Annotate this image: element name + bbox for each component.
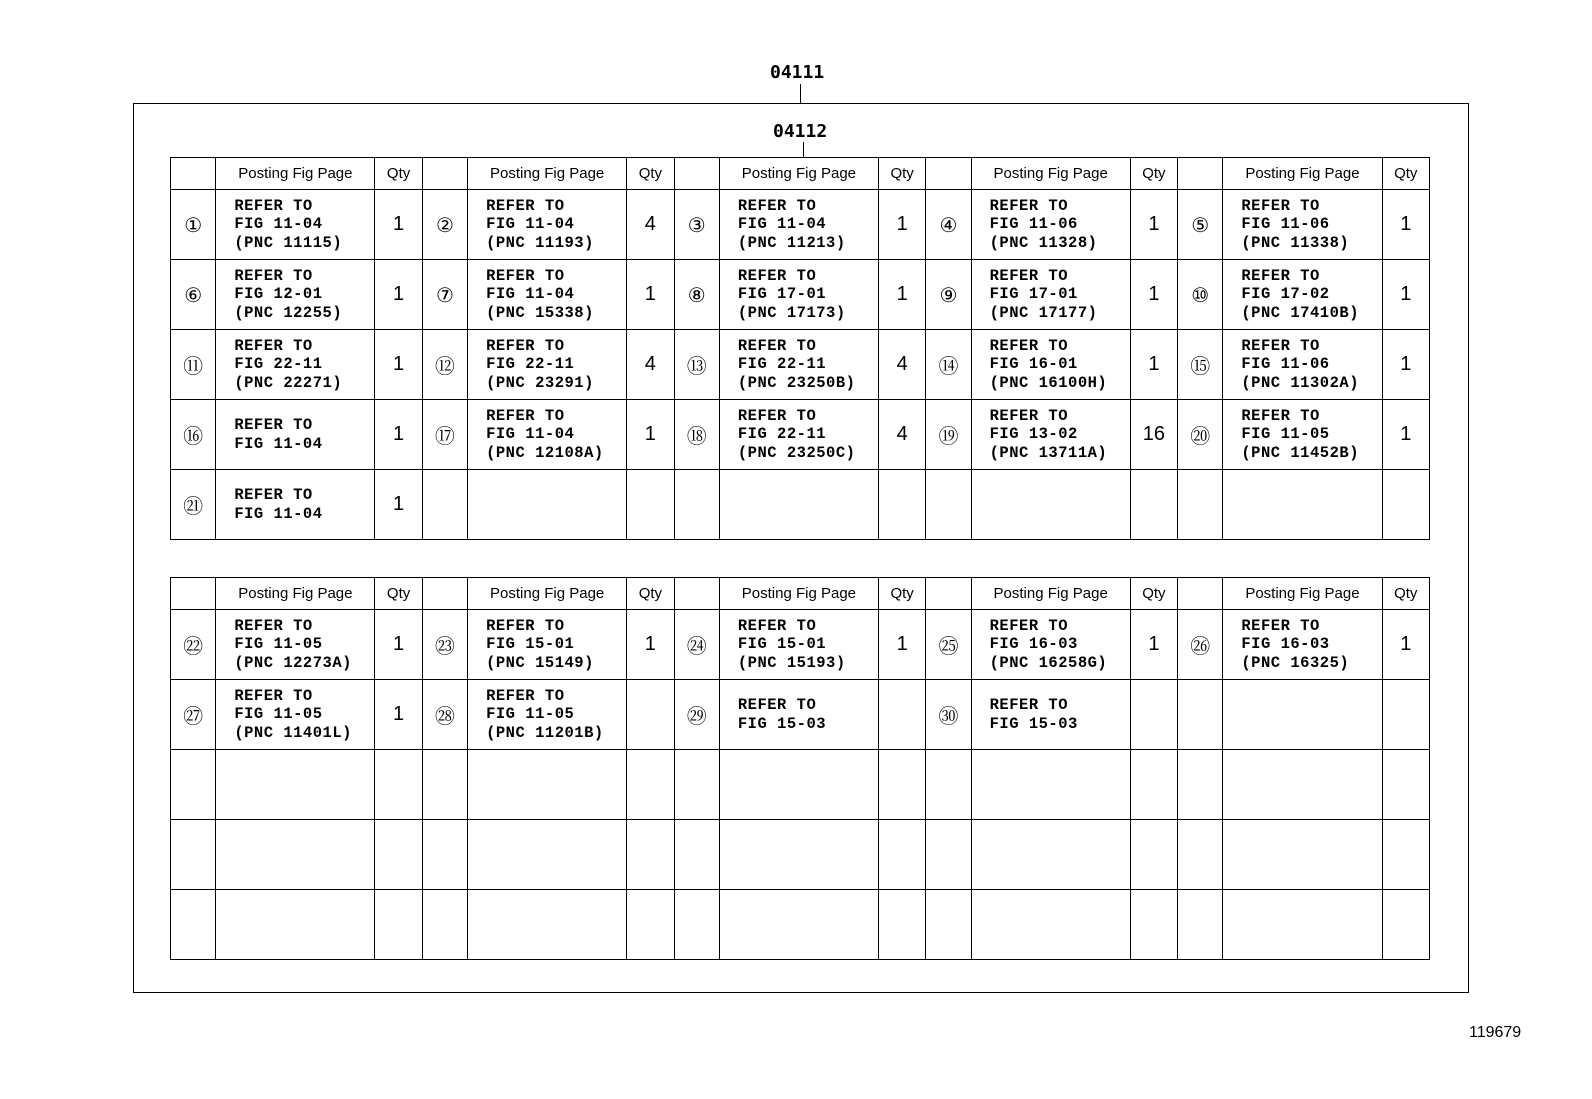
description-line: (PNC 11401L) xyxy=(234,723,352,742)
item-description xyxy=(971,680,1130,750)
description-line: FIG 16-03 xyxy=(1241,635,1330,654)
description-line: REFER TO xyxy=(989,406,1069,425)
item-number: ⑰ xyxy=(422,400,467,470)
table-row xyxy=(171,470,1430,540)
description-line: REFER TO xyxy=(989,616,1069,635)
item-number xyxy=(926,890,971,960)
description-line: REFER TO xyxy=(234,336,313,355)
item-qty xyxy=(878,890,925,960)
description-line: (PNC 11302A) xyxy=(1241,373,1359,392)
table-row xyxy=(171,890,1430,960)
header-qty: Qty xyxy=(1382,578,1430,610)
description-line: REFER TO xyxy=(989,696,1069,714)
item-qty: 1 xyxy=(1382,260,1430,330)
description-line: REFER TO xyxy=(737,336,817,355)
item-number: ㉗ xyxy=(171,680,216,750)
item-number xyxy=(1178,890,1223,960)
description-line: REFER TO xyxy=(234,486,313,504)
item-number xyxy=(422,820,467,890)
item-description xyxy=(216,750,375,820)
subassembly-label: 04112 xyxy=(773,121,828,142)
description-line: (PNC 11213) xyxy=(737,233,846,252)
description-line: FIG 11-04 xyxy=(486,215,575,234)
table-row xyxy=(171,680,1430,750)
item-qty xyxy=(1130,820,1177,890)
item-number xyxy=(926,820,971,890)
item-description xyxy=(1223,750,1382,820)
item-description xyxy=(216,890,375,960)
item-qty xyxy=(627,890,674,960)
description-line: REFER TO xyxy=(737,406,817,425)
header-posting-fig-page: Posting Fig Page xyxy=(719,578,878,610)
item-description xyxy=(216,470,375,540)
header-number-cell xyxy=(171,158,216,190)
item-description xyxy=(971,890,1130,960)
header-number-cell xyxy=(1178,158,1223,190)
item-qty xyxy=(1382,820,1430,890)
item-description xyxy=(1223,330,1382,400)
item-qty: 1 xyxy=(627,260,674,330)
item-description xyxy=(468,400,627,470)
header-qty: Qty xyxy=(1130,158,1177,190)
description-line: REFER TO xyxy=(486,686,565,705)
item-number: ⑩ xyxy=(1178,260,1223,330)
item-description xyxy=(719,400,878,470)
description-line: (PNC 11201B) xyxy=(486,723,604,742)
item-description xyxy=(1223,400,1382,470)
description-line: REFER TO xyxy=(1241,196,1320,215)
header-posting-fig-page: Posting Fig Page xyxy=(468,158,627,190)
header-number-cell xyxy=(926,578,971,610)
item-qty: 16 xyxy=(1130,400,1177,470)
description-line: REFER TO xyxy=(737,266,817,285)
description-line: (PNC 17410B) xyxy=(1241,303,1359,322)
item-number: ㉘ xyxy=(422,680,467,750)
item-qty: 4 xyxy=(627,330,674,400)
item-number: ⑬ xyxy=(674,330,719,400)
description-line: REFER TO xyxy=(737,696,817,714)
item-qty: 1 xyxy=(878,610,925,680)
item-description xyxy=(216,260,375,330)
item-description xyxy=(216,820,375,890)
item-qty xyxy=(375,890,422,960)
header-qty: Qty xyxy=(375,578,422,610)
description-line: FIG 11-06 xyxy=(1241,355,1330,374)
table-row xyxy=(171,260,1430,330)
item-qty: 4 xyxy=(878,400,925,470)
description-line: REFER TO xyxy=(989,336,1069,355)
assembly-label: 04111 xyxy=(770,62,825,83)
item-number: ㉓ xyxy=(422,610,467,680)
item-number xyxy=(1178,470,1223,540)
header-number-cell xyxy=(674,158,719,190)
item-description xyxy=(468,750,627,820)
item-number: ㉚ xyxy=(926,680,971,750)
description-line: (PNC 16325) xyxy=(1241,653,1350,672)
header-number-cell xyxy=(422,578,467,610)
item-number xyxy=(674,750,719,820)
description-line: (PNC 11193) xyxy=(486,233,594,252)
description-line: REFER TO xyxy=(234,616,313,635)
item-qty: 1 xyxy=(1382,610,1430,680)
description-line: (PNC 16258G) xyxy=(989,653,1108,672)
header-qty: Qty xyxy=(375,158,422,190)
header-posting-fig-page: Posting Fig Page xyxy=(216,578,375,610)
description-line: FIG 15-01 xyxy=(486,635,575,654)
item-number: ⑲ xyxy=(926,400,971,470)
description-line: (PNC 15193) xyxy=(737,653,846,672)
description-line: REFER TO xyxy=(1241,616,1320,635)
description-line: REFER TO xyxy=(486,336,565,355)
item-number xyxy=(171,750,216,820)
description-line: FIG 15-01 xyxy=(737,635,827,654)
header-qty: Qty xyxy=(627,158,674,190)
item-qty: 1 xyxy=(375,680,422,750)
table-row xyxy=(171,330,1430,400)
item-number: ③ xyxy=(674,190,719,260)
item-number: ⑮ xyxy=(1178,330,1223,400)
item-number: ⑨ xyxy=(926,260,971,330)
item-number: ② xyxy=(422,190,467,260)
item-description xyxy=(719,470,878,540)
subassembly-leader-line xyxy=(803,142,804,158)
item-qty xyxy=(627,820,674,890)
item-number xyxy=(1178,750,1223,820)
description-line: REFER TO xyxy=(486,196,565,215)
item-number: ㉒ xyxy=(171,610,216,680)
item-number: ㉕ xyxy=(926,610,971,680)
description-line: FIG 11-04 xyxy=(486,285,575,304)
item-qty xyxy=(375,750,422,820)
header-qty: Qty xyxy=(1382,158,1430,190)
header-number-cell xyxy=(171,578,216,610)
description-line: (PNC 23250B) xyxy=(737,373,856,392)
description-line: FIG 11-04 xyxy=(486,425,575,444)
description-line: FIG 12-01 xyxy=(234,285,323,304)
description-line: (PNC 12273A) xyxy=(234,653,352,672)
item-qty xyxy=(1382,750,1430,820)
item-description xyxy=(468,190,627,260)
table-row xyxy=(171,190,1430,260)
item-number: ㉖ xyxy=(1178,610,1223,680)
item-description xyxy=(971,820,1130,890)
item-number: ㉑ xyxy=(171,470,216,540)
description-line: REFER TO xyxy=(486,406,565,425)
description-line: (PNC 15149) xyxy=(486,653,594,672)
header-number-cell xyxy=(926,158,971,190)
item-qty xyxy=(1130,890,1177,960)
item-qty xyxy=(1130,750,1177,820)
item-description xyxy=(1223,890,1382,960)
item-description xyxy=(971,400,1130,470)
item-description xyxy=(1223,820,1382,890)
description-line: REFER TO xyxy=(1241,406,1320,425)
description-line: FIG 17-02 xyxy=(1241,285,1330,304)
item-description xyxy=(719,330,878,400)
item-qty: 1 xyxy=(375,190,422,260)
item-description xyxy=(468,680,627,750)
item-qty xyxy=(878,470,925,540)
description-line: FIG 13-02 xyxy=(989,425,1078,444)
description-line: (PNC 17173) xyxy=(737,303,846,322)
item-number: ㉔ xyxy=(674,610,719,680)
item-description xyxy=(216,400,375,470)
item-qty xyxy=(878,680,925,750)
item-description xyxy=(971,610,1130,680)
description-line: (PNC 15338) xyxy=(486,303,594,322)
item-qty xyxy=(627,680,674,750)
description-line: FIG 22-11 xyxy=(737,355,827,374)
description-line: FIG 11-06 xyxy=(989,215,1078,234)
item-qty: 1 xyxy=(1382,190,1430,260)
item-number xyxy=(674,470,719,540)
description-line: FIG 15-03 xyxy=(737,714,827,733)
table-header-row xyxy=(171,578,1430,610)
item-number: ⑱ xyxy=(674,400,719,470)
table-row xyxy=(171,400,1430,470)
item-number xyxy=(674,890,719,960)
header-posting-fig-page: Posting Fig Page xyxy=(468,578,627,610)
header-qty: Qty xyxy=(627,578,674,610)
item-description xyxy=(971,750,1130,820)
item-description xyxy=(719,750,878,820)
item-number xyxy=(926,470,971,540)
item-qty xyxy=(1130,680,1177,750)
item-number: ⑥ xyxy=(171,260,216,330)
description-line: REFER TO xyxy=(989,196,1069,215)
header-posting-fig-page: Posting Fig Page xyxy=(216,158,375,190)
item-description xyxy=(971,260,1130,330)
description-line: FIG 11-04 xyxy=(234,504,323,523)
description-line: REFER TO xyxy=(234,416,313,434)
item-qty: 1 xyxy=(375,330,422,400)
table-header-row xyxy=(171,158,1430,190)
item-qty: 1 xyxy=(375,400,422,470)
header-posting-fig-page: Posting Fig Page xyxy=(1223,578,1382,610)
description-line: FIG 16-03 xyxy=(989,635,1078,654)
item-qty xyxy=(1382,890,1430,960)
item-qty: 1 xyxy=(1130,260,1177,330)
description-line: (PNC 16100H) xyxy=(989,373,1108,392)
item-qty xyxy=(627,750,674,820)
item-description xyxy=(719,820,878,890)
description-line: FIG 11-04 xyxy=(234,434,323,453)
item-description xyxy=(468,610,627,680)
description-line: FIG 11-04 xyxy=(737,215,827,234)
item-qty: 1 xyxy=(878,190,925,260)
item-description xyxy=(971,470,1130,540)
description-line: (PNC 11338) xyxy=(1241,233,1350,252)
item-description xyxy=(216,680,375,750)
item-qty: 1 xyxy=(627,400,674,470)
item-qty: 1 xyxy=(1382,330,1430,400)
header-posting-fig-page: Posting Fig Page xyxy=(719,158,878,190)
page-id: 119679 xyxy=(1469,1024,1522,1041)
description-line: REFER TO xyxy=(737,616,817,635)
item-qty xyxy=(1130,470,1177,540)
description-line: REFER TO xyxy=(989,266,1069,285)
header-qty: Qty xyxy=(878,158,925,190)
description-line: (PNC 17177) xyxy=(989,303,1098,322)
header-posting-fig-page: Posting Fig Page xyxy=(971,578,1130,610)
header-number-cell xyxy=(674,578,719,610)
description-line: REFER TO xyxy=(1241,266,1320,285)
item-qty xyxy=(627,470,674,540)
item-qty: 1 xyxy=(375,470,422,540)
item-description xyxy=(216,330,375,400)
item-number: ⑧ xyxy=(674,260,719,330)
item-qty: 1 xyxy=(375,260,422,330)
item-qty: 1 xyxy=(1382,400,1430,470)
description-line: (PNC 12255) xyxy=(234,303,343,322)
description-line: FIG 22-11 xyxy=(737,425,827,444)
header-qty: Qty xyxy=(878,578,925,610)
item-number xyxy=(926,750,971,820)
description-line: FIG 11-05 xyxy=(486,705,575,724)
table-row xyxy=(171,750,1430,820)
description-line: FIG 11-06 xyxy=(1241,215,1330,234)
description-line: FIG 15-03 xyxy=(989,714,1078,733)
description-line: REFER TO xyxy=(234,686,313,705)
item-number xyxy=(422,750,467,820)
item-description xyxy=(1223,190,1382,260)
description-line: FIG 11-05 xyxy=(234,635,323,654)
item-qty xyxy=(1382,680,1430,750)
item-number xyxy=(171,820,216,890)
item-description xyxy=(468,330,627,400)
item-description xyxy=(719,260,878,330)
item-qty: 4 xyxy=(627,190,674,260)
description-line: FIG 11-05 xyxy=(1241,425,1330,444)
header-number-cell xyxy=(1178,578,1223,610)
description-line: (PNC 11452B) xyxy=(1241,443,1359,462)
item-qty xyxy=(1382,470,1430,540)
description-line: (PNC 22271) xyxy=(234,373,343,392)
description-line: FIG 17-01 xyxy=(737,285,827,304)
description-line: REFER TO xyxy=(234,266,313,285)
table-row xyxy=(171,610,1430,680)
header-posting-fig-page: Posting Fig Page xyxy=(1223,158,1382,190)
description-line: REFER TO xyxy=(486,616,565,635)
item-number: ① xyxy=(171,190,216,260)
description-line: (PNC 11328) xyxy=(989,233,1098,252)
item-number: ⑫ xyxy=(422,330,467,400)
description-line: REFER TO xyxy=(486,266,565,285)
item-description xyxy=(719,890,878,960)
table-row xyxy=(171,820,1430,890)
header-number-cell xyxy=(422,158,467,190)
item-description xyxy=(1223,610,1382,680)
description-line: REFER TO xyxy=(737,196,817,215)
item-description xyxy=(719,190,878,260)
item-number: ④ xyxy=(926,190,971,260)
description-line: FIG 17-01 xyxy=(989,285,1078,304)
parts-table-2 xyxy=(170,577,1430,960)
parts-table-1 xyxy=(170,157,1430,540)
item-number: ⑦ xyxy=(422,260,467,330)
item-number xyxy=(422,470,467,540)
item-qty: 1 xyxy=(1130,610,1177,680)
item-description xyxy=(1223,260,1382,330)
description-line: FIG 16-01 xyxy=(989,355,1078,374)
description-line: (PNC 23250C) xyxy=(737,443,856,462)
item-number xyxy=(674,820,719,890)
item-number xyxy=(171,890,216,960)
description-line: (PNC 12108A) xyxy=(486,443,604,462)
item-description xyxy=(719,680,878,750)
description-line: (PNC 11115) xyxy=(234,233,343,252)
description-line: FIG 11-05 xyxy=(234,705,323,724)
item-description xyxy=(216,190,375,260)
description-line: (PNC 13711A) xyxy=(989,443,1108,462)
assembly-leader-line xyxy=(800,84,801,103)
item-number: ⑪ xyxy=(171,330,216,400)
item-number: ⑯ xyxy=(171,400,216,470)
item-number: ⑭ xyxy=(926,330,971,400)
item-description xyxy=(216,610,375,680)
item-number: ㉙ xyxy=(674,680,719,750)
item-description xyxy=(468,470,627,540)
item-description xyxy=(1223,680,1382,750)
item-qty: 4 xyxy=(878,330,925,400)
description-line: FIG 11-04 xyxy=(234,215,323,234)
item-description xyxy=(719,610,878,680)
item-description xyxy=(971,190,1130,260)
item-number: ⑳ xyxy=(1178,400,1223,470)
item-qty: 1 xyxy=(878,260,925,330)
item-number xyxy=(1178,680,1223,750)
item-qty: 1 xyxy=(1130,330,1177,400)
description-line: (PNC 23291) xyxy=(486,373,594,392)
item-description xyxy=(1223,470,1382,540)
item-description xyxy=(971,330,1130,400)
description-line: FIG 22-11 xyxy=(486,355,575,374)
description-line: REFER TO xyxy=(1241,336,1320,355)
header-qty: Qty xyxy=(1130,578,1177,610)
item-qty: 1 xyxy=(627,610,674,680)
item-qty xyxy=(375,820,422,890)
item-description xyxy=(468,890,627,960)
description-line: FIG 22-11 xyxy=(234,355,323,374)
header-posting-fig-page: Posting Fig Page xyxy=(971,158,1130,190)
item-qty xyxy=(878,820,925,890)
description-line: REFER TO xyxy=(234,196,313,215)
item-description xyxy=(468,820,627,890)
item-qty: 1 xyxy=(1130,190,1177,260)
item-number xyxy=(422,890,467,960)
item-number: ⑤ xyxy=(1178,190,1223,260)
item-qty xyxy=(878,750,925,820)
item-qty: 1 xyxy=(375,610,422,680)
item-description xyxy=(468,260,627,330)
item-number xyxy=(1178,820,1223,890)
